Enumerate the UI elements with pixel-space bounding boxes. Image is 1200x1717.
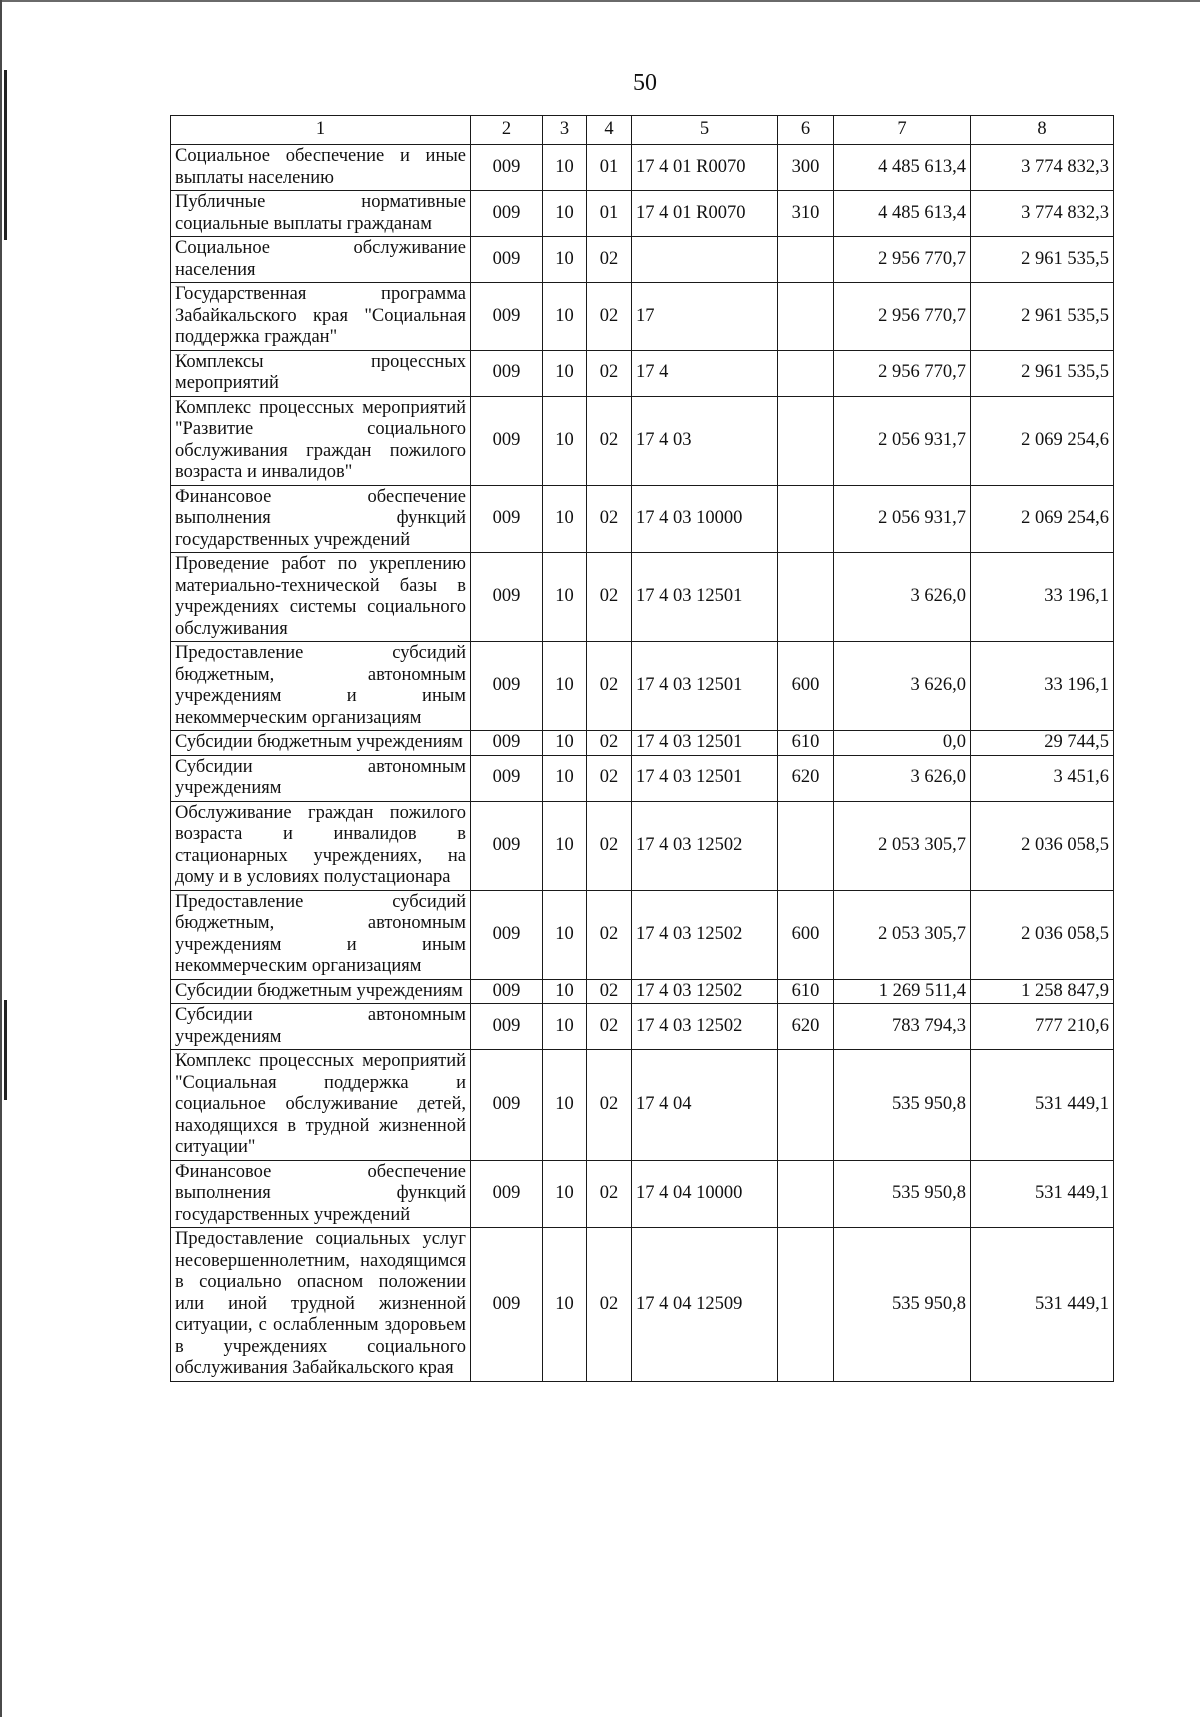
expense-type-cell (778, 553, 834, 642)
subsection-code-cell: 02 (587, 1160, 632, 1228)
ministry-code-cell: 009 (471, 755, 543, 801)
table-row (171, 396, 1114, 485)
row-name-cell: Предоставление субсидий бюджетным, автономным учреждениям и иным некоммерческим организациям (171, 890, 471, 979)
row-name-cell: Финансовое обеспечение выполнения функций государственных учреждений (171, 485, 471, 553)
amount-cell: 783 794,3 (834, 1004, 971, 1050)
section-code-cell: 10 (543, 396, 587, 485)
amount-cell: 2 956 770,7 (834, 283, 971, 351)
subsection-code-cell: 01 (587, 145, 632, 191)
subsection-code-cell: 02 (587, 485, 632, 553)
table-row (171, 1228, 1114, 1382)
section-code-cell: 10 (543, 283, 587, 351)
ministry-code-cell: 009 (471, 191, 543, 237)
row-name-cell: Публичные нормативные социальные выплаты гражданам (171, 191, 471, 237)
expense-type-cell (778, 485, 834, 553)
subsection-code-cell: 02 (587, 801, 632, 890)
section-code-cell: 10 (543, 731, 587, 756)
table-row (171, 731, 1114, 756)
amount-cell: 2 961 535,5 (971, 283, 1114, 351)
ministry-code-cell: 009 (471, 731, 543, 756)
subsection-code-cell: 02 (587, 755, 632, 801)
ministry-code-cell: 009 (471, 1050, 543, 1161)
target-article-cell: 17 4 04 10000 (632, 1160, 778, 1228)
row-name-cell: Комплексы процессных мероприятий (171, 350, 471, 396)
target-article-cell: 17 4 03 12501 (632, 553, 778, 642)
amount-cell: 2 036 058,5 (971, 801, 1114, 890)
row-name-cell: Субсидии бюджетным учреждениям (171, 731, 471, 756)
amount-cell: 4 485 613,4 (834, 191, 971, 237)
row-name-cell: Проведение работ по укреплению материально-технической базы в учреждениях системы социального обслуживания (171, 553, 471, 642)
amount-cell: 4 485 613,4 (834, 145, 971, 191)
ministry-code-cell: 009 (471, 145, 543, 191)
section-code-cell: 10 (543, 191, 587, 237)
amount-cell: 3 774 832,3 (971, 191, 1114, 237)
expense-type-cell: 620 (778, 1004, 834, 1050)
section-code-cell: 10 (543, 350, 587, 396)
amount-cell: 2 961 535,5 (971, 237, 1114, 283)
ministry-code-cell: 009 (471, 979, 543, 1004)
target-article-cell: 17 4 03 12501 (632, 731, 778, 756)
table-row (171, 485, 1114, 553)
subsection-code-cell: 02 (587, 553, 632, 642)
section-code-cell: 10 (543, 145, 587, 191)
section-code-cell: 10 (543, 1160, 587, 1228)
amount-cell: 2 069 254,6 (971, 485, 1114, 553)
table-row (171, 145, 1114, 191)
column-header: 1 (171, 116, 471, 145)
row-name-cell: Комплекс процессных мероприятий "Социальная поддержка и социальное обслуживание детей, находящихся в трудной жизненной ситуации" (171, 1050, 471, 1161)
target-article-cell: 17 4 03 (632, 396, 778, 485)
section-code-cell: 10 (543, 755, 587, 801)
margin-mark (4, 1000, 7, 1100)
amount-cell: 535 950,8 (834, 1160, 971, 1228)
row-name-cell: Социальное обслуживание населения (171, 237, 471, 283)
subsection-code-cell: 02 (587, 731, 632, 756)
section-code-cell: 10 (543, 237, 587, 283)
section-code-cell: 10 (543, 1050, 587, 1161)
amount-cell: 2 056 931,7 (834, 396, 971, 485)
section-code-cell: 10 (543, 642, 587, 731)
target-article-cell: 17 4 03 10000 (632, 485, 778, 553)
table-row (171, 755, 1114, 801)
subsection-code-cell: 02 (587, 350, 632, 396)
section-code-cell: 10 (543, 1228, 587, 1382)
table-row (171, 1160, 1114, 1228)
row-name-cell: Предоставление социальных услуг несовершеннолетним, находящимся в социально опасном положении или иной трудной жизненной ситуации, с ослабленным здоровьем в учреждениях социального обслуживания Забайкальского края (171, 1228, 471, 1382)
scan-edge-top (0, 0, 1200, 2)
table-row (171, 642, 1114, 731)
expense-type-cell: 610 (778, 731, 834, 756)
amount-cell: 2 956 770,7 (834, 350, 971, 396)
column-header: 2 (471, 116, 543, 145)
amount-cell: 2 053 305,7 (834, 890, 971, 979)
ministry-code-cell: 009 (471, 642, 543, 731)
amount-cell: 1 258 847,9 (971, 979, 1114, 1004)
target-article-cell: 17 4 03 12502 (632, 1004, 778, 1050)
row-name-cell: Обслуживание граждан пожилого возраста и инвалидов в стационарных учреждениях, на дому и в условиях полустационара (171, 801, 471, 890)
subsection-code-cell: 02 (587, 1050, 632, 1161)
ministry-code-cell: 009 (471, 396, 543, 485)
expense-type-cell (778, 237, 834, 283)
ministry-code-cell: 009 (471, 237, 543, 283)
scan-edge-left (0, 0, 2, 1717)
amount-cell: 535 950,8 (834, 1228, 971, 1382)
expense-type-cell (778, 350, 834, 396)
section-code-cell: 10 (543, 979, 587, 1004)
subsection-code-cell: 02 (587, 237, 632, 283)
subsection-code-cell: 02 (587, 642, 632, 731)
amount-cell: 29 744,5 (971, 731, 1114, 756)
amount-cell: 2 053 305,7 (834, 801, 971, 890)
expense-type-cell: 600 (778, 890, 834, 979)
table-row (171, 979, 1114, 1004)
table-row (171, 283, 1114, 351)
ministry-code-cell: 009 (471, 1004, 543, 1050)
amount-cell: 2 956 770,7 (834, 237, 971, 283)
subsection-code-cell: 02 (587, 283, 632, 351)
section-code-cell: 10 (543, 801, 587, 890)
subsection-code-cell: 01 (587, 191, 632, 237)
target-article-cell: 17 4 03 12502 (632, 979, 778, 1004)
section-code-cell: 10 (543, 890, 587, 979)
section-code-cell: 10 (543, 1004, 587, 1050)
expense-type-cell: 620 (778, 755, 834, 801)
amount-cell: 2 961 535,5 (971, 350, 1114, 396)
subsection-code-cell: 02 (587, 1004, 632, 1050)
row-name-cell: Предоставление субсидий бюджетным, автономным учреждениям и иным некоммерческим организациям (171, 642, 471, 731)
section-code-cell: 10 (543, 553, 587, 642)
column-header: 6 (778, 116, 834, 145)
ministry-code-cell: 009 (471, 890, 543, 979)
column-header: 8 (971, 116, 1114, 145)
target-article-cell: 17 4 04 (632, 1050, 778, 1161)
row-name-cell: Социальное обеспечение и иные выплаты населению (171, 145, 471, 191)
expense-type-cell (778, 1228, 834, 1382)
section-code-cell: 10 (543, 485, 587, 553)
column-header: 5 (632, 116, 778, 145)
amount-cell: 2 056 931,7 (834, 485, 971, 553)
amount-cell: 3 774 832,3 (971, 145, 1114, 191)
ministry-code-cell: 009 (471, 350, 543, 396)
amount-cell: 531 449,1 (971, 1228, 1114, 1382)
ministry-code-cell: 009 (471, 801, 543, 890)
column-header: 3 (543, 116, 587, 145)
target-article-cell: 17 4 03 12502 (632, 890, 778, 979)
table-row (171, 1050, 1114, 1161)
amount-cell: 33 196,1 (971, 642, 1114, 731)
amount-cell: 2 036 058,5 (971, 890, 1114, 979)
expense-type-cell (778, 396, 834, 485)
page-number: 50 (633, 70, 657, 96)
target-article-cell: 17 4 01 R0070 (632, 145, 778, 191)
expense-type-cell (778, 1160, 834, 1228)
amount-cell: 777 210,6 (971, 1004, 1114, 1050)
expense-type-cell (778, 283, 834, 351)
amount-cell: 1 269 511,4 (834, 979, 971, 1004)
amount-cell: 3 626,0 (834, 755, 971, 801)
budget-table (170, 115, 1114, 1382)
target-article-cell: 17 4 04 12509 (632, 1228, 778, 1382)
amount-cell: 531 449,1 (971, 1050, 1114, 1161)
subsection-code-cell: 02 (587, 890, 632, 979)
header-row (171, 116, 1114, 145)
target-article-cell: 17 4 03 12502 (632, 801, 778, 890)
column-header: 4 (587, 116, 632, 145)
table-row (171, 237, 1114, 283)
expense-type-cell (778, 801, 834, 890)
amount-cell: 2 069 254,6 (971, 396, 1114, 485)
target-article-cell: 17 4 01 R0070 (632, 191, 778, 237)
table-row (171, 350, 1114, 396)
row-name-cell: Финансовое обеспечение выполнения функций государственных учреждений (171, 1160, 471, 1228)
expense-type-cell: 300 (778, 145, 834, 191)
expense-type-cell: 600 (778, 642, 834, 731)
amount-cell: 531 449,1 (971, 1160, 1114, 1228)
ministry-code-cell: 009 (471, 553, 543, 642)
target-article-cell: 17 4 03 12501 (632, 642, 778, 731)
target-article-cell: 17 (632, 283, 778, 351)
row-name-cell: Комплекс процессных мероприятий "Развитие социального обслуживания граждан пожилого возраста и инвалидов" (171, 396, 471, 485)
ministry-code-cell: 009 (471, 1160, 543, 1228)
amount-cell: 33 196,1 (971, 553, 1114, 642)
table-row (171, 1004, 1114, 1050)
table-row (171, 801, 1114, 890)
column-header: 7 (834, 116, 971, 145)
expense-type-cell (778, 1050, 834, 1161)
ministry-code-cell: 009 (471, 283, 543, 351)
row-name-cell: Государственная программа Забайкальского края "Социальная поддержка граждан" (171, 283, 471, 351)
target-article-cell: 17 4 (632, 350, 778, 396)
ministry-code-cell: 009 (471, 1228, 543, 1382)
subsection-code-cell: 02 (587, 1228, 632, 1382)
amount-cell: 3 626,0 (834, 642, 971, 731)
table-row (171, 191, 1114, 237)
table-row (171, 553, 1114, 642)
ministry-code-cell: 009 (471, 485, 543, 553)
target-article-cell (632, 237, 778, 283)
subsection-code-cell: 02 (587, 396, 632, 485)
table-row (171, 890, 1114, 979)
row-name-cell: Субсидии бюджетным учреждениям (171, 979, 471, 1004)
row-name-cell: Субсидии автономным учреждениям (171, 1004, 471, 1050)
target-article-cell: 17 4 03 12501 (632, 755, 778, 801)
expense-type-cell: 610 (778, 979, 834, 1004)
amount-cell: 0,0 (834, 731, 971, 756)
expense-type-cell: 310 (778, 191, 834, 237)
amount-cell: 3 451,6 (971, 755, 1114, 801)
row-name-cell: Субсидии автономным учреждениям (171, 755, 471, 801)
amount-cell: 535 950,8 (834, 1050, 971, 1161)
subsection-code-cell: 02 (587, 979, 632, 1004)
amount-cell: 3 626,0 (834, 553, 971, 642)
